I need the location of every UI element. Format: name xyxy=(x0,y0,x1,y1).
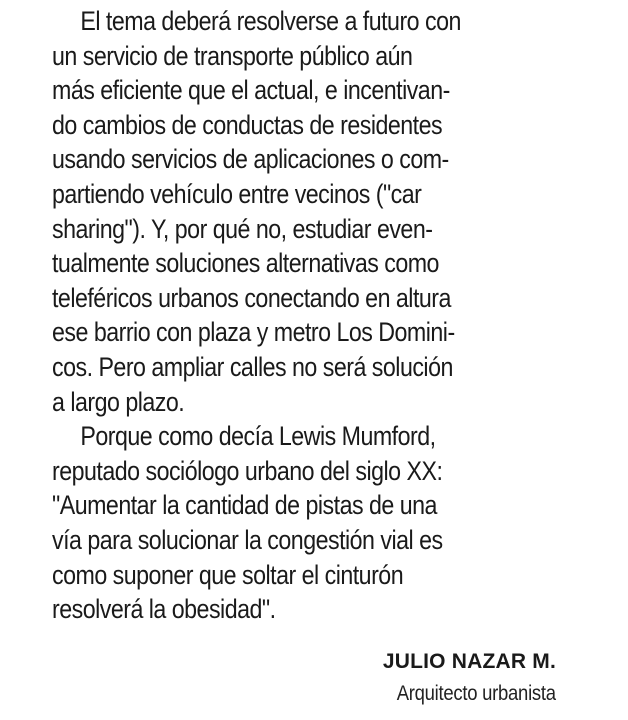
signature-block xyxy=(375,648,556,712)
text-line: teleféricos urbanos conectando en altura xyxy=(52,282,451,313)
text-line: más eficiente que el actual, e incentivan- xyxy=(52,75,450,106)
text-line: como suponer que soltar el cinturón xyxy=(52,559,404,590)
text-line: do cambios de conductas de residentes xyxy=(52,109,443,140)
paragraph-1 xyxy=(52,4,572,419)
text-line: resolverá la obesidad". xyxy=(52,594,276,625)
text-line: tualmente soluciones alternativas como xyxy=(52,248,439,279)
text-line: cos. Pero ampliar calles no será solución xyxy=(52,351,453,382)
paragraph-2 xyxy=(52,419,572,627)
text-line: partiendo vehículo entre vecinos ("car xyxy=(52,178,422,209)
author-name: JULIO NAZAR M. xyxy=(382,650,556,673)
text-line: a largo plazo. xyxy=(52,386,185,417)
author-role: Arquitecto urbanista xyxy=(396,682,556,705)
text-line: un servicio de transporte público aún xyxy=(52,40,413,71)
text-line: Porque como decía Lewis Mumford, xyxy=(80,421,436,452)
text-line: "Aumentar la cantidad de pistas de una xyxy=(52,490,437,521)
text-line: El tema deberá resolverse a futuro con xyxy=(80,6,461,36)
text-line: ese barrio con plaza y metro Los Domini- xyxy=(52,317,455,348)
text-line: sharing"). Y, por qué no, estudiar even- xyxy=(52,213,433,244)
article-body xyxy=(52,4,572,627)
text-line: usando servicios de aplicaciones o com- xyxy=(52,144,449,175)
text-line: reputado sociólogo urbano del siglo XX: xyxy=(52,455,443,486)
text-line: vía para solucionar la congestión vial es xyxy=(52,524,443,555)
